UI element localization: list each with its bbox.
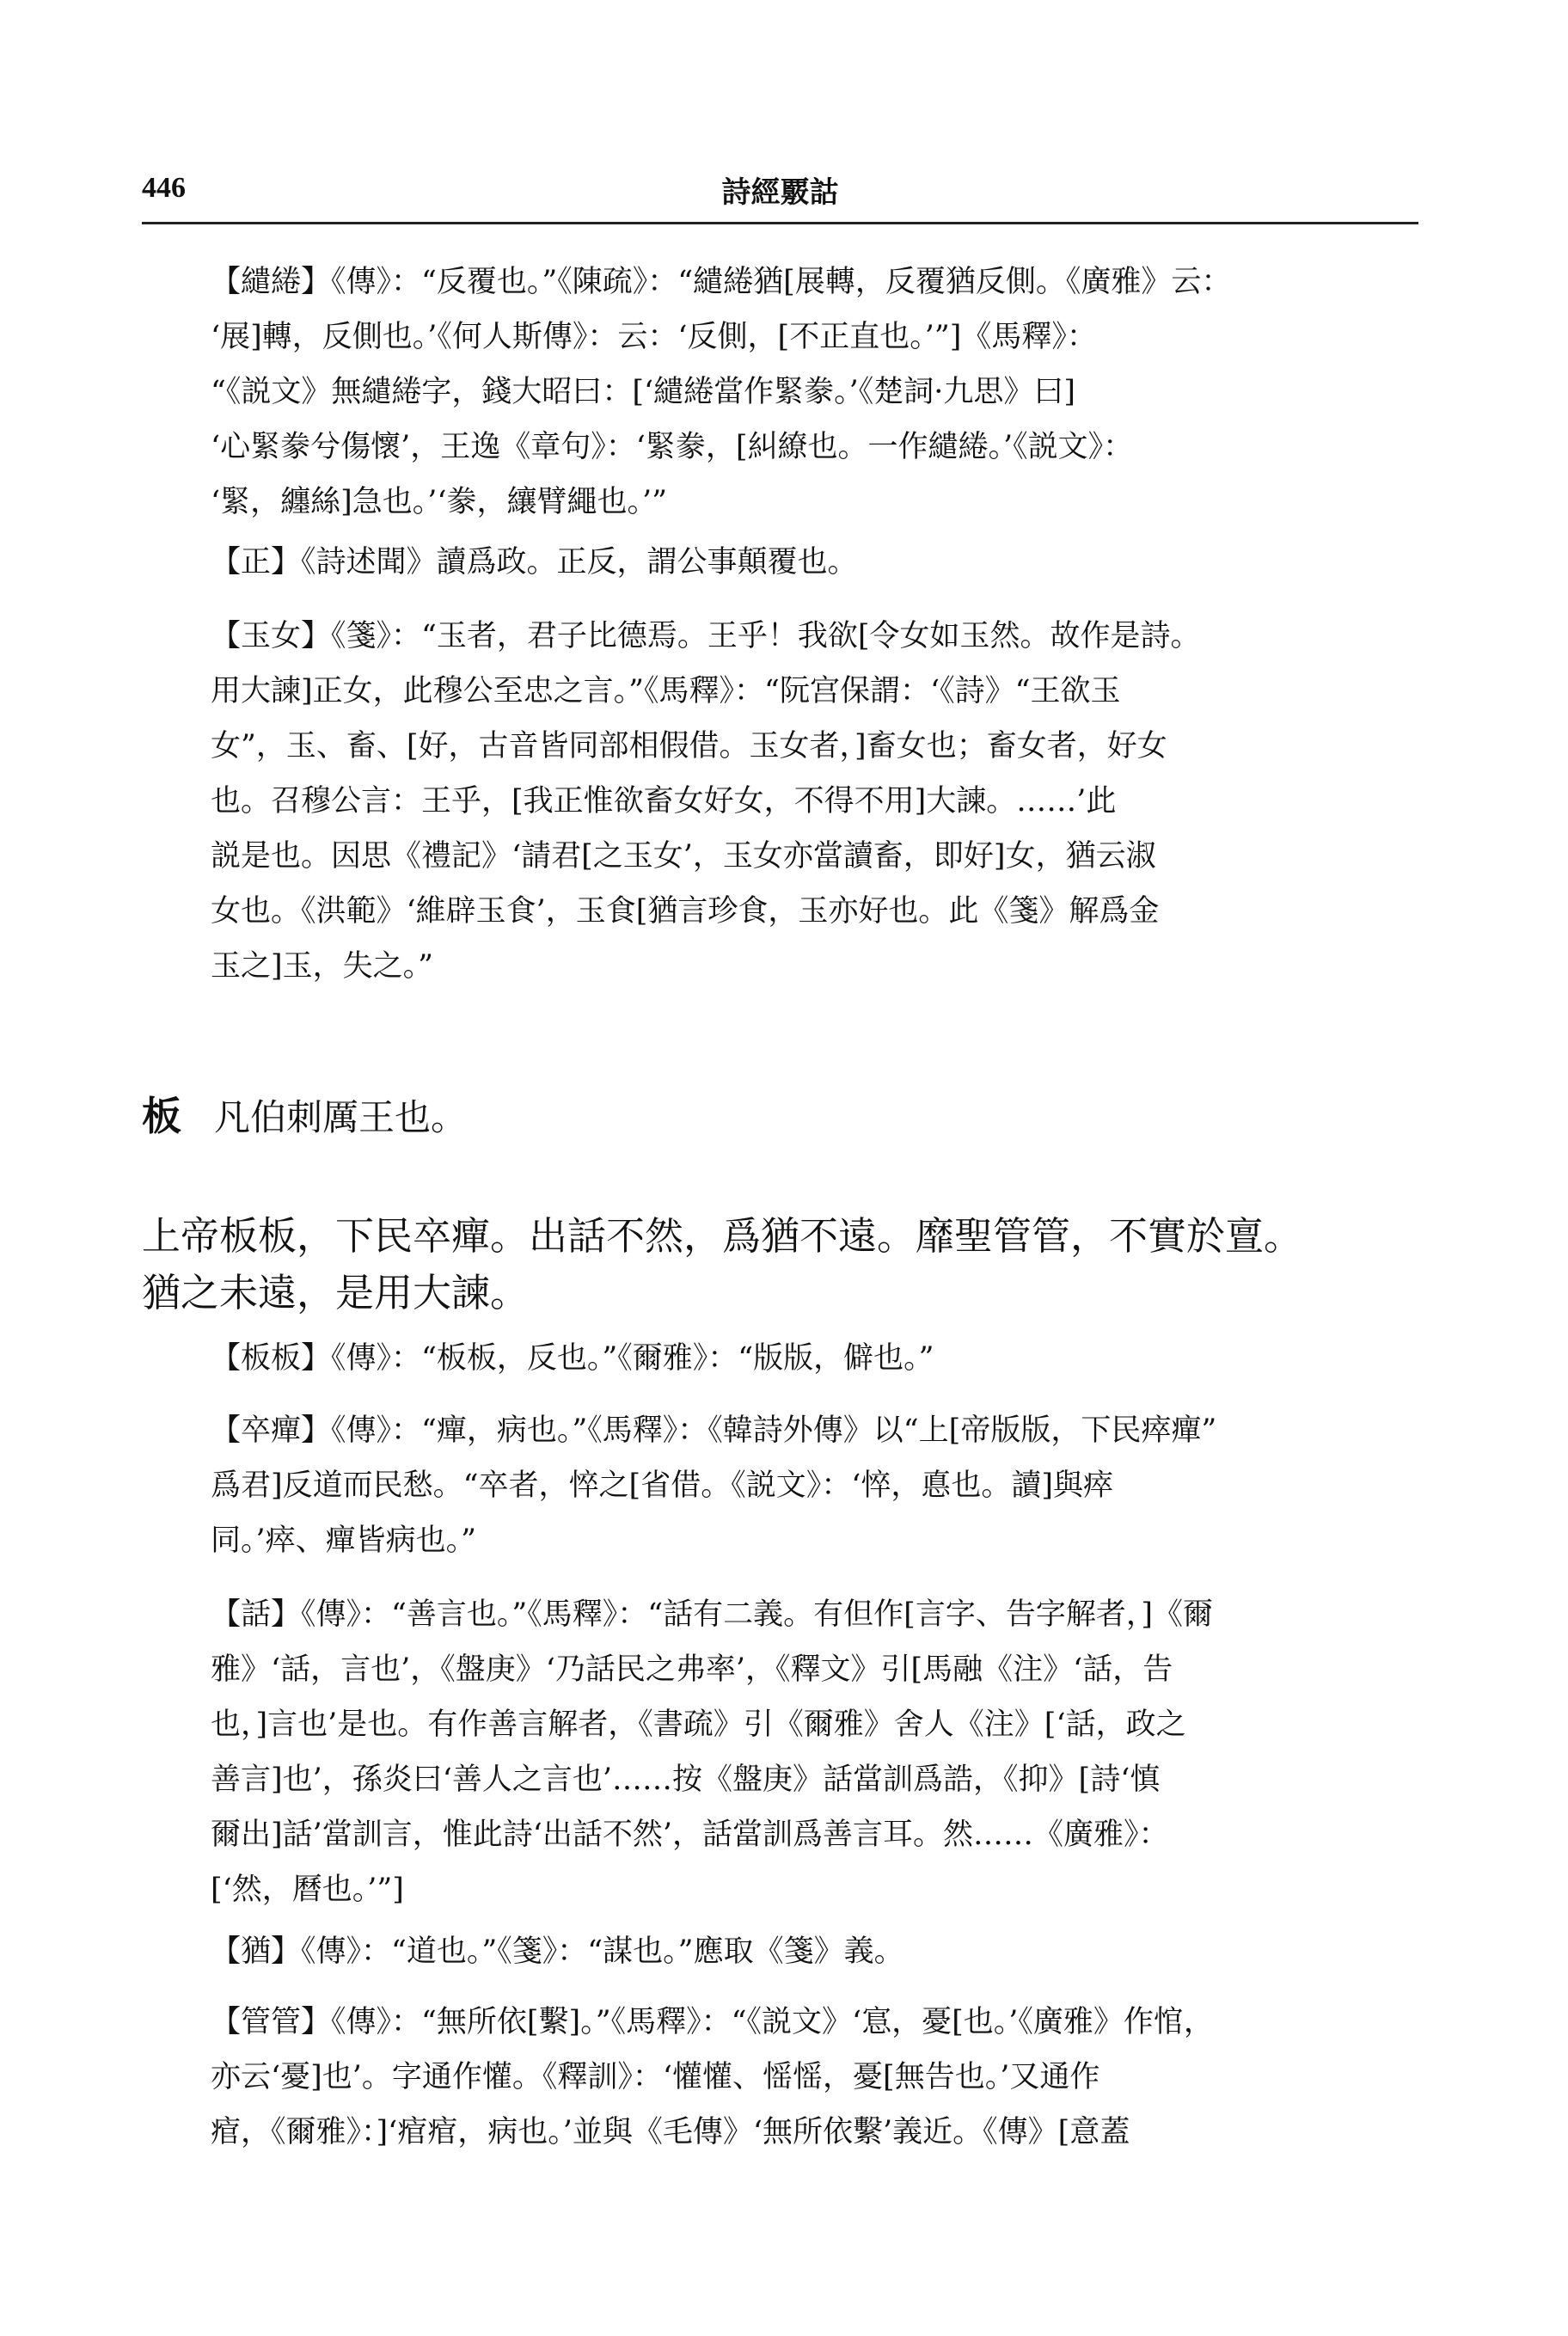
header-rule	[142, 222, 1418, 224]
note-zudan	[211, 1403, 1418, 1568]
note-line: [‘然，曆也。’”]	[211, 1873, 404, 1907]
page-number: 446	[142, 172, 186, 204]
note-line: 爲君]反道而民愁。“卒者，悴之[省借。《説文》：‘悴，悳也。讀]與瘁	[211, 1468, 1113, 1503]
verse-line: 上帝板板，下民卒癉。出話不然，爲猶不遠。靡聖管管，不實於亶。	[142, 1213, 1303, 1259]
note-line: 【管管】《傳》：“無所依[繫]。”《馬釋》：“《説文》‘悹，憂[也。’《廣雅》作悺，	[211, 2005, 1214, 2039]
note-line: 也。召穆公言：王乎，[我正惟欲畜女好女，不得不用]大諫。……’此	[211, 784, 1117, 819]
note-line: 善言]也’，孫炎曰‘善人之言也’……按《盤庚》話當訓爲誥，《抑》[詩‘慎	[211, 1763, 1161, 1797]
note-line: 【話】《傳》：“善言也。”《馬釋》：“話有二義。有但作[言字、告字解者，]《爾	[211, 1597, 1213, 1632]
note-line: ‘緊，纏絲]急也。’‘豢，纕臂繩也。’”	[211, 485, 668, 519]
poem-heading	[142, 1085, 467, 1142]
note-line: 同。’瘁、癉皆病也。”	[211, 1524, 477, 1558]
note-line: 女”，玉、畜、[好，古音皆同部相假借。玉女者，]畜女也；畜女者，好女	[211, 729, 1167, 763]
note-line: 雅》‘話，言也’，《盤庚》‘乃話民之弗率’，《釋文》引[馬融《注》‘話，告	[211, 1652, 1173, 1687]
note-line: ‘展]轉，反側也。’《何人斯傳》：云：‘反側，[不正直也。’”]《馬釋》：	[211, 320, 1097, 354]
poem-verse	[142, 1208, 1418, 1321]
note-line: 用大諫]正女，此穆公至忠之言。”《馬釋》：“阮宫保謂：‘《詩》“王欲玉	[211, 674, 1121, 708]
note-line: 【猶】《傳》：“道也。”《箋》：“謀也。”應取《箋》義。	[211, 1934, 904, 1969]
note-line: ‘心緊豢兮傷懷’，王逸《章句》：‘緊豢，[糾繚也。一作繾綣。’《説文》：	[211, 430, 1134, 464]
note-line: 【玉女】《箋》：“玉者，君子比德焉。王乎！我欲[令女如玉然。故作是詩。	[211, 619, 1201, 653]
note-you	[211, 1924, 1418, 1979]
note-line: 女也。《洪範》‘維辟玉食’，玉食[猶言珍食，玉亦好也。此《箋》解爲金	[211, 894, 1160, 929]
note-zheng	[211, 535, 1418, 590]
note-yunv	[211, 609, 1418, 994]
note-line: 説是也。因思《禮記》‘請君[之玉女’，玉女亦當讀畜，即好]女，猶云淑	[211, 839, 1156, 874]
note-line: 【繾綣】《傳》：“反覆也。”《陳疏》：“繾綣猶[展轉，反覆猶反側。《廣雅》云：	[211, 265, 1232, 299]
note-line: 【正】《詩述聞》讀爲政。正反，謂公事顛覆也。	[211, 545, 858, 579]
book-title: 詩經覈詁	[721, 175, 839, 210]
note-line: 也，]言也’是也。有作善言解者，《書疏》引《爾雅》舍人《注》[‘話，政之	[211, 1708, 1186, 1742]
note-quanjuan	[211, 254, 1418, 530]
note-guanguan	[211, 1995, 1418, 2160]
poem-subtitle: 凡伯刺厲王也。	[214, 1096, 468, 1138]
note-line: 【板板】《傳》：“板板，反也。”《爾雅》：“版版，僻也。”	[211, 1341, 934, 1376]
note-line: 痯，《爾雅》：]‘痯痯，病也。’並與《毛傳》‘無所依繫’義近。《傳》[意蓋	[211, 2115, 1130, 2149]
page-header	[142, 169, 1418, 215]
note-line: 爾出]話’當訓言，惟此詩‘出話不然’，話當訓爲善言耳。然……《廣雅》：	[211, 1818, 1169, 1852]
note-line: 【卒癉】《傳》：“癉，病也。”《馬釋》：《韓詩外傳》以“上[帝版版，下民瘁癉”	[211, 1413, 1217, 1448]
note-line: “《説文》無繾綣字，錢大昭曰：[‘繾綣當作緊豢。’《楚詞·九思》曰]	[211, 375, 1076, 409]
note-hua	[211, 1587, 1418, 1917]
verse-line: 猶之未遠，是用大諫。	[142, 1270, 530, 1315]
poem-title: 板	[142, 1093, 181, 1139]
note-line: 玉之]玉，失之。”	[211, 949, 434, 984]
note-line: 亦云‘憂]也’。字通作懽。《釋訓》：‘懽懽、愮愮，憂[無告也。’又通作	[211, 2060, 1100, 2094]
note-banban	[211, 1331, 1418, 1386]
